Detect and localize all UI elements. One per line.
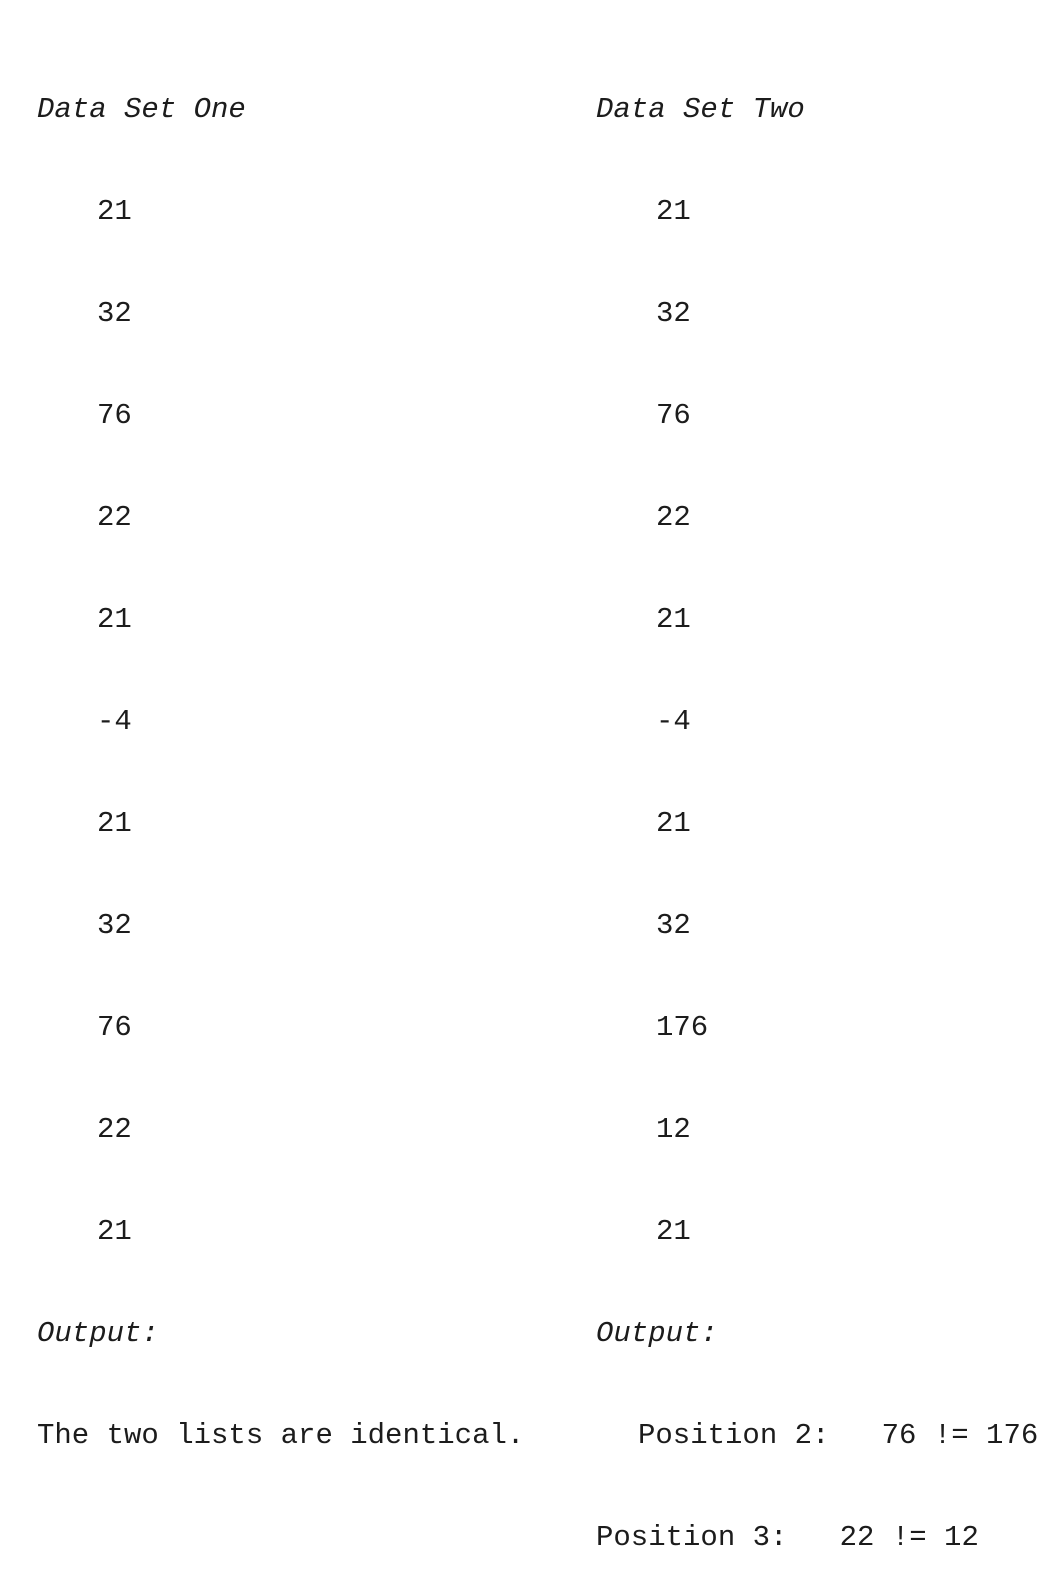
dataset-one-output-label: Output: [37,1317,159,1350]
dataset-one-value: 22 [97,501,132,534]
dataset-one-value: 21 [97,1215,132,1248]
dataset-two-value: 176 [656,1011,709,1044]
dataset-one-title: Data Set One [37,93,246,126]
dataset-two-column [596,25,1038,1589]
dataset-one-value: 32 [97,909,132,942]
dataset-one-value: 21 [97,195,132,228]
dataset-two-value: -4 [656,705,691,738]
dataset-two-output-line: Position 2: 76 != 176 [638,1419,1039,1452]
dataset-two-value: 21 [656,195,691,228]
dataset-two-value: 22 [656,501,691,534]
dataset-two-output-label: Output: [596,1317,718,1350]
dataset-one-output-line: The two lists are identical. [37,1419,525,1452]
dataset-two-value: 32 [656,909,691,942]
dataset-one-value: 76 [97,1011,132,1044]
dataset-two-output-line: Position 3: 22 != 12 [596,1521,979,1554]
dataset-two-title: Data Set Two [596,93,805,126]
dataset-two-value: 21 [656,807,691,840]
dataset-one-value: 21 [97,603,132,636]
dataset-one-column [37,25,524,1487]
dataset-two-value: 32 [656,297,691,330]
dataset-one-value: 76 [97,399,132,432]
dataset-one-value: -4 [97,705,132,738]
dataset-one-value: 22 [97,1113,132,1146]
dataset-one-value: 32 [97,297,132,330]
dataset-one-value: 21 [97,807,132,840]
dataset-two-value: 21 [656,603,691,636]
dataset-two-value: 12 [656,1113,691,1146]
dataset-two-value: 21 [656,1215,691,1248]
dataset-two-value: 76 [656,399,691,432]
